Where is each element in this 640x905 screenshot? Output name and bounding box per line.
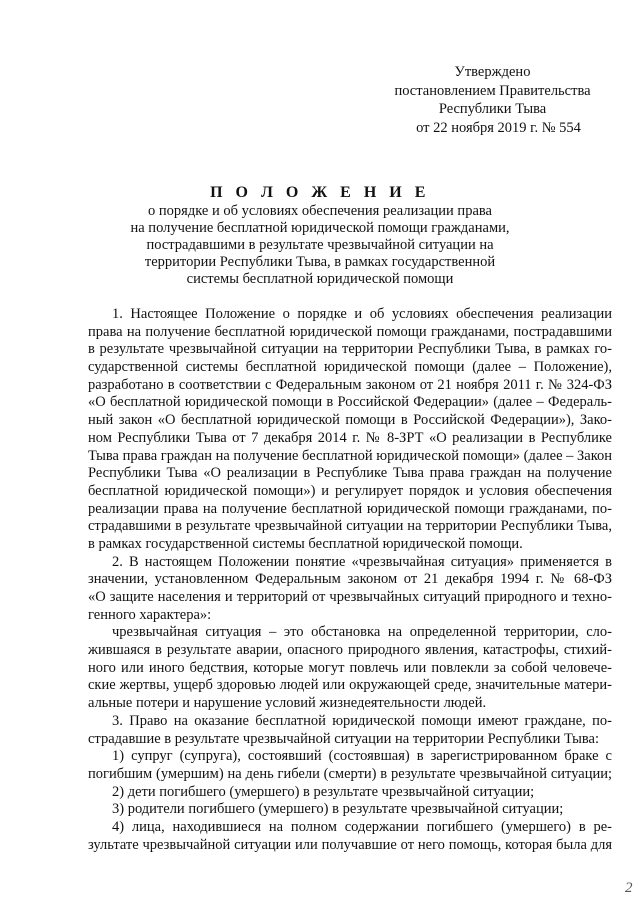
subtitle-line: системы бесплатной юридической помощи [186, 270, 454, 287]
body-line: «О защите населения и территорий от чрезвычайных ситуаций природного и техно- [88, 589, 612, 605]
document-title: П О Л О Ж Е Н И Е [210, 184, 430, 201]
body-line: страдавшие в результате чрезвычайной ситуации на территории Республики Тыва: [88, 730, 600, 747]
page-number-mark: 2 [625, 880, 633, 896]
approval-date: от 22 ноября 2019 г. № 554 [416, 119, 581, 136]
body-line: жившаяся в результате аварии, опасного природного явления, катастрофы, стихий- [88, 642, 612, 659]
body-line: 2) дети погибшего (умершего) в результате чрезвычайной ситуации; [112, 783, 535, 800]
body-line: в рамках государственной системы бесплатной юридической помощи. [88, 535, 523, 552]
subtitle-line: о порядке и об условиях обеспечения реализации права [148, 203, 492, 219]
approval-stamp [380, 63, 605, 137]
body-line: «О бесплатной юридической помощи в Российской Федерации» (далее – Федераль- [88, 394, 612, 411]
body-line: страдавшими в результате чрезвычайной ситуации на территории Республики Тыва, [88, 518, 612, 535]
body-line: 3) родители погибшего (умершего) в результате чрезвычайной ситуации; [112, 801, 564, 818]
body-line: погибшим (умершим) на день гибели (смерти) в результате чрезвычайной ситуации; [88, 765, 612, 782]
body-line: сударственной системы бесплатной юридической помощи (далее – Положение), [88, 359, 612, 376]
body-line: 4) лица, находившиеся на полном содержании погибшего (умершего) в ре- [112, 818, 612, 835]
approval-line-1: Утверждено [454, 64, 531, 80]
approval-line-2: постановлением Правительства [394, 82, 591, 99]
body-line: права на получение бесплатной юридической помощи гражданами, пострадавшими [88, 323, 612, 340]
body-line: ном Республики Тыва от 7 декабря 2014 г. № 8-ЗРТ «О реализации в Республике [88, 429, 612, 446]
subtitle-line: на получение бесплатной юридической помощи гражданами, [130, 219, 510, 236]
body-line: 3. Право на оказание бесплатной юридической помощи имеют граждане, по- [112, 712, 612, 729]
body-line: чрезвычайная ситуация – это обстановка на определенной территории, сло- [112, 624, 612, 641]
body-line: ного или иного бедствия, которые могут повлечь или повлекли за собой человече- [88, 659, 612, 676]
approval-line-3: Республики Тыва [438, 101, 547, 117]
body-line: Республики Тыва «О реализации в Республике Тыва права граждан на получение [88, 465, 612, 482]
body-line: бесплатной юридической помощи») и регулирует порядок и условия обеспечения [88, 482, 612, 499]
document-body [88, 306, 612, 854]
body-line: ские жертвы, ущерб здоровью людей или окружающей среде, значительные матери- [88, 677, 612, 694]
body-line: в результате чрезвычайной ситуации на территории Республики Тыва, в рамках го- [88, 341, 612, 358]
body-line: зультате чрезвычайной ситуации или получавшие от него помощь, которая была для [88, 836, 612, 853]
body-line: 1) супруг (супруга), состоявший (состоявшая) в зарегистрированном браке с [112, 748, 612, 765]
document-subtitle [0, 203, 640, 288]
body-line: 2. В настоящем Положении понятие «чрезвычайная ситуация» применяется в [112, 553, 612, 570]
subtitle-line: пострадавшими в результате чрезвычайной ситуации на [146, 236, 494, 253]
subtitle-line: территории Республики Тыва, в рамках государственной [144, 253, 496, 270]
body-line: Тыва права граждан на получение бесплатной юридической помощи» (далее – Закон [88, 447, 613, 464]
body-line: значении, установленном Федеральным законом от 21 декабря 1994 г. № 68-ФЗ [88, 571, 612, 588]
body-line: 1. Настоящее Положение о порядке и об условиях обеспечения реализации [112, 306, 612, 322]
body-line: генного характера»: [88, 606, 212, 623]
body-line: альные потери и нарушение условий жизнедеятельности людей. [88, 695, 487, 712]
body-line: разработано в соответствии с Федеральным законом от 21 ноября 2011 г. № 324-ФЗ [88, 376, 612, 393]
body-line: ный закон «О бесплатной юридической помощи в Российской Федерации»), Зако- [88, 412, 612, 429]
body-line: реализации права на получение бесплатной юридической помощи гражданами, по- [88, 500, 612, 517]
